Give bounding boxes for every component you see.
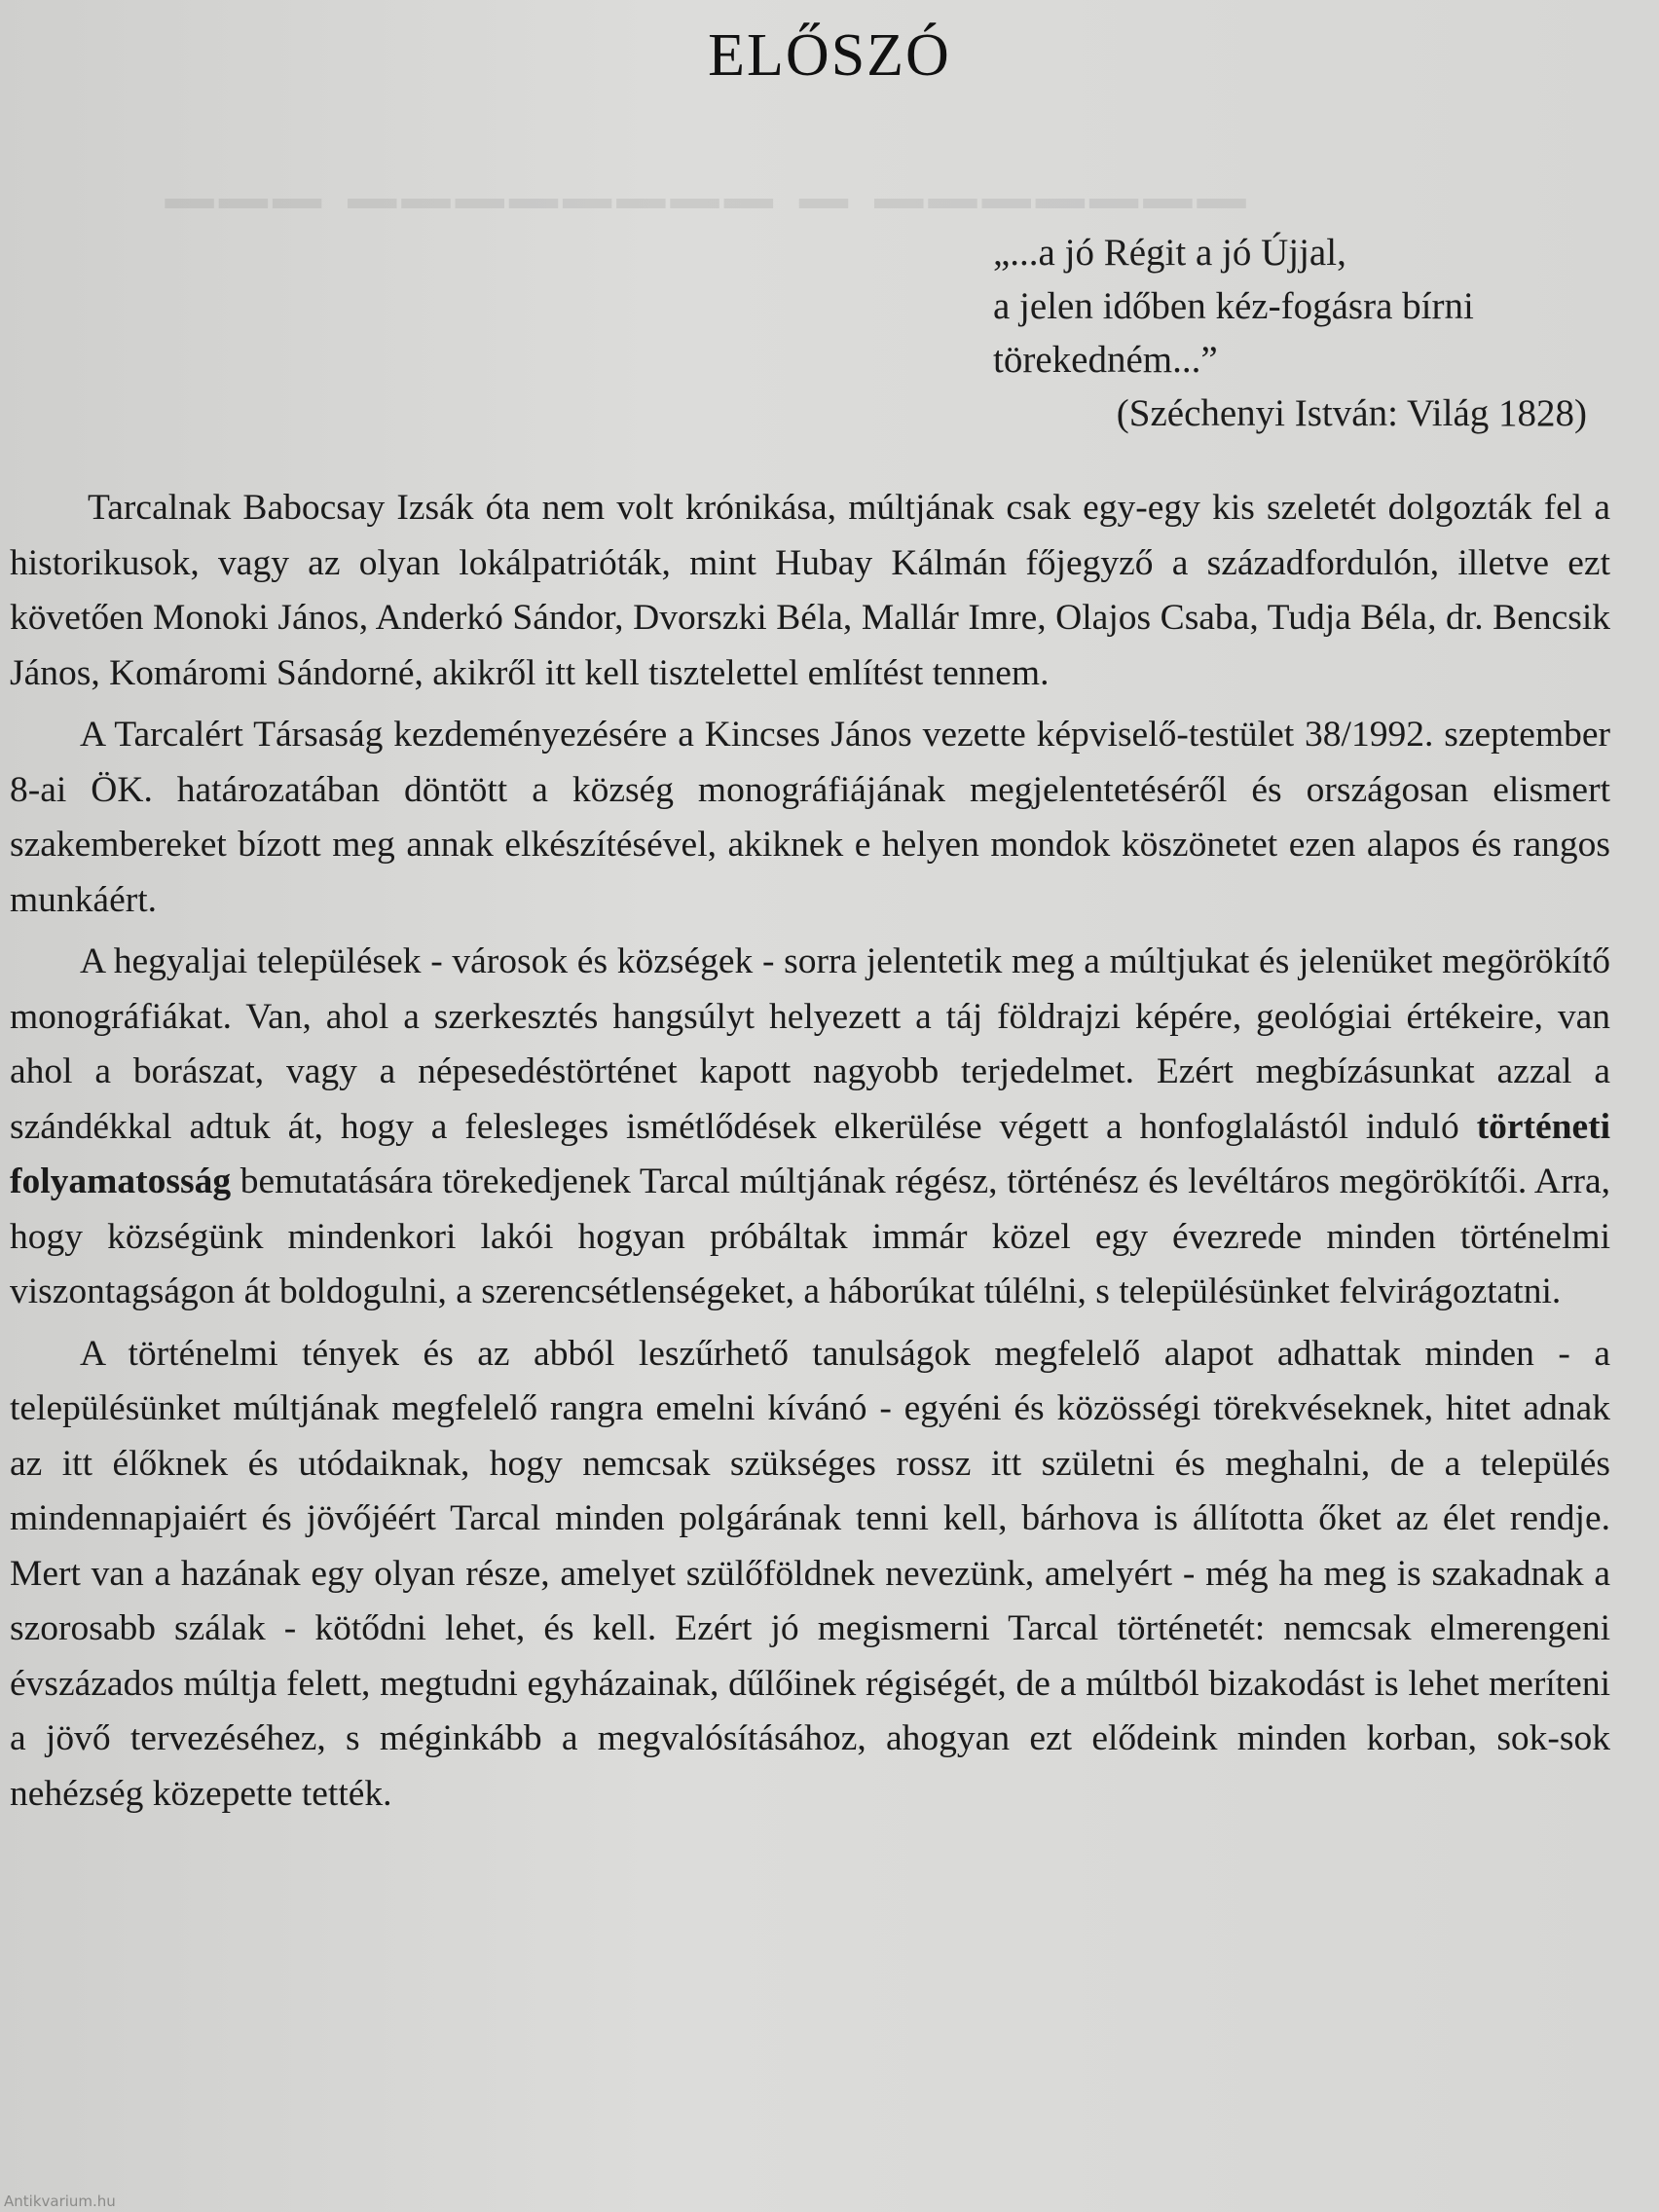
paragraph-3-part-2: bemutatására törekedjenek Tarcal múltjának régész, történész és levéltáros megörökítői. Arra, hogy községünk mindenkori lakói hogyan próbáltak immár közel egy évezrede minden történelmi viszontagságon át boldogulni, a szerencsétlenségeket, a háborúkat túlélni, s településünket felvirágoztatni. <box>10 1161 1610 1311</box>
paragraph-2: A Tarcalért Társaság kezdeményezésére a Kincses János vezette képviselő-testület 38/1992. szeptember 8-ai ÖK. határozatában döntött a község monográfiájának megjelentetéséről és országosan elismert szakembereket bízott meg annak elkészítésével, akiknek e helyen mondok köszönetet ezen alapos és rangos munkáért. <box>10 715 1610 920</box>
epigraph <box>993 226 1616 440</box>
epigraph-line-3: törekedném...” <box>993 339 1218 381</box>
paragraph-3-part-1: A hegyaljai települések - városok és községek - sorra jelentetik meg a múltjukat és jelenüket megörökítő monográfiákat. Van, ahol a szerkesztés hangsúlyt helyezett a táj földrajzi képére, geológiai értékeire, van ahol a borászat, vagy a népesedéstörténet kapott nagyobb terjedelmet. Ezért megbízásunkat azzal a szándékkal adtuk át, hogy a felesleges ismétlődések elkerülése végett a honfoglalástól induló <box>10 941 1610 1147</box>
epigraph-attribution: (Széchenyi István: Világ 1828) <box>1116 392 1587 434</box>
watermark: Antikvarium.hu <box>4 2193 116 2210</box>
paragraph-4: A történelmi tények és az abból leszűrhető tanulságok megfelelő alapot adhattak minden - a településünket múltjának megfelelő rangra emelni kívánó - egyéni és közösségi törekvéseknek, hitet adnak az itt élőknek és utódaiknak, hogy nemcsak szükséges rossz itt születni és meghalni, de a település mindennapjaiért és jövőjéért Tarcal minden polgárának tenni kell, bárhova is állította őket az élet rendje. Mert van a hazának egy olyan része, amelyet szülőföldnek nevezünk, amelyért - még ha meg is szakadnak a szorosabb szálak - kötődni lehet, és kell. Ezért jó megismerni Tarcal történetét: nemcsak elmerengeni évszázados múltja felett, megtudni egyházainak, dűlőinek régiségét, de a múltból bizakodást is lehet meríteni a jövő tervezéséhez, s méginkább a megvalósításához, ahogyan ezt elődeink minden korban, sok-sok nehézség közepette tették. <box>10 1333 1610 1814</box>
emphasis-historical-continuity: történeti folyamatosság <box>10 1106 1610 1201</box>
epigraph-line-1: „...a jó Régit a jó Újjal, <box>993 232 1346 274</box>
paragraph-3 <box>10 935 1610 1320</box>
bleed-through-decoration: ▁▁▁ ▁▁▁▁▁▁▁▁ ▁ ▁▁▁▁▁▁▁ <box>166 137 1252 206</box>
preface-body <box>10 481 1610 1828</box>
page-title: ELŐSZÓ <box>708 22 951 89</box>
paragraph-1: Tarcalnak Babocsay Izsák óta nem volt krónikása, múltjának csak egy-egy kis szeletét dolgozták fel a historikusok, vagy az olyan lokálpatrióták, mint Hubay Kálmán főjegyző a századfordulón, illetve ezt követően Monoki János, Anderkó Sándor, Dvorszki Béla, Mallár Imre, Olajos Csaba, Tudja Béla, dr. Bencsik János, Komáromi Sándorné, akikről itt kell tisztelettel említést tennem. <box>10 488 1610 693</box>
epigraph-line-2: a jelen időben kéz-fogásra bírni <box>993 285 1474 327</box>
